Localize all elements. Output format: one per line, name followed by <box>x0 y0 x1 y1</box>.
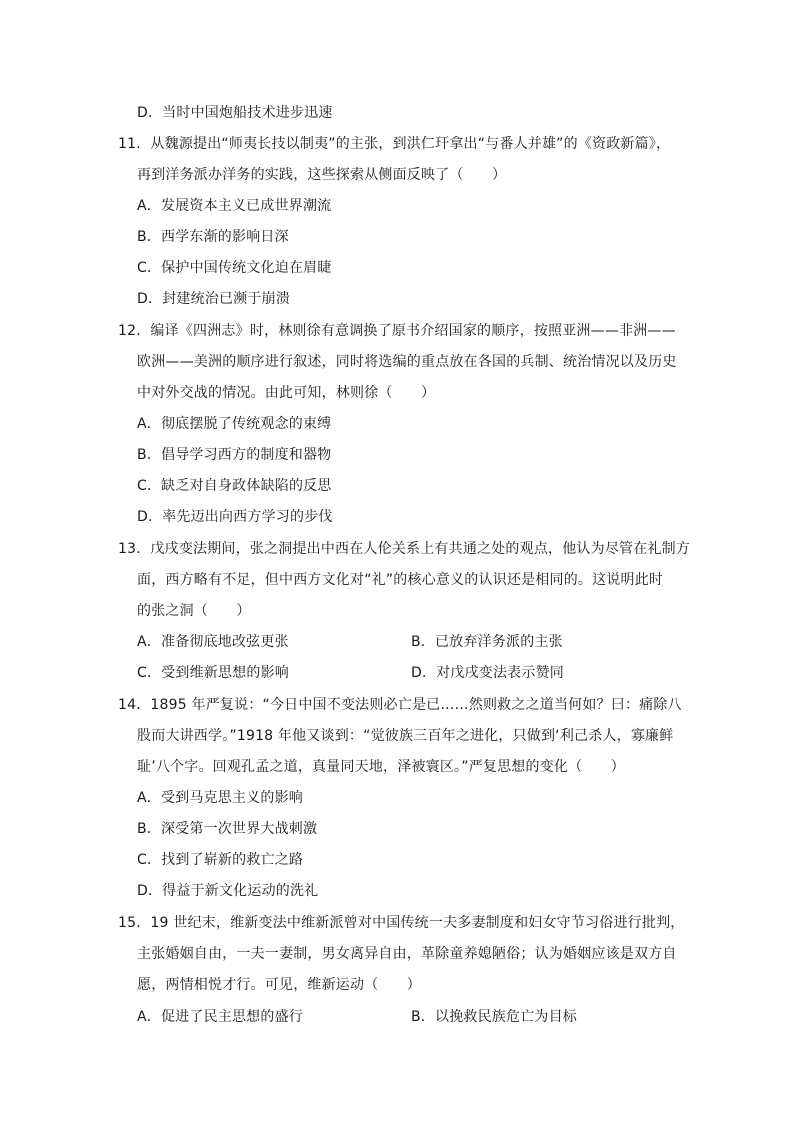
question-13-option-c: C．受到维新思想的影响 <box>137 665 289 681</box>
question-14-stem-2: 股而大讲西学。”1918 年他又谈到：“觉彼族三百年之进化，只做到‘利己杀人，寡廉鲜 <box>137 728 674 744</box>
question-14-option-c: C．找到了崭新的救亡之路 <box>137 852 304 868</box>
question-11-option-b: B．西学东渐的影响日深 <box>137 229 289 245</box>
question-14-option-b: B．深受第一次世界大战刺激 <box>137 821 318 837</box>
question-14-option-a: A．受到马克思主义的影响 <box>137 790 303 806</box>
question-12-option-d: D．率先迈出向西方学习的步伐 <box>137 509 333 525</box>
question-13-number: 13． <box>118 541 151 557</box>
question-11-number: 11． <box>118 136 151 152</box>
question-13-option-b: B．已放弃洋务派的主张 <box>411 634 563 650</box>
question-11-option-c: C．保护中国传统文化迫在眉睫 <box>137 260 332 276</box>
question-11-option-a: A．发展资本主义已成世界潮流 <box>137 198 332 214</box>
question-12-option-c: C．缺乏对自身政体缺陷的反思 <box>137 478 332 494</box>
question-15-line-1 <box>118 913 684 933</box>
question-14-line-1 <box>118 695 682 715</box>
question-15-stem-1: 19 世纪末，维新变法中维新派曾对中国传统一夫多妻制度和妇女守节习俗进行批判， <box>150 915 685 931</box>
question-13-line-1 <box>118 539 690 559</box>
question-14-number: 14． <box>118 697 151 713</box>
question-12-stem-2: 欧洲——美洲的顺序进行叙述，同时将选编的重点放在各国的兵制、统治情况以及历史 <box>137 354 677 370</box>
question-12-option-b: B．倡导学习西方的制度和器物 <box>137 447 332 463</box>
question-14-stem-3: 耻’八个字。回观孔孟之道，真量同天地，泽被寰区。”严复思想的变化（ ） <box>137 759 625 775</box>
question-14-option-d: D．得益于新文化运动的洗礼 <box>137 883 319 899</box>
question-15-stem-2: 主张婚姻自由，一夫一妻制，男女离异自由，革除童养媳陋俗；认为婚姻应该是双方自 <box>137 946 677 962</box>
question-15-stem-3: 愿，两情相悦才行。可见，维新运动（ ） <box>137 977 421 993</box>
question-15-number: 15． <box>118 915 151 931</box>
question-13-stem-2: 面，西方略有不足，但中西方文化对“礼”的核心意义的认识还是相同的。这说明此时 <box>137 572 664 588</box>
question-13-option-a: A．准备彻底地改弦更张 <box>137 634 289 650</box>
question-12-stem-1: 编译《四洲志》时，林则徐有意调换了原书介绍国家的顺序，按照亚洲——非洲—— <box>150 323 676 339</box>
question-11-stem-2: 再到洋务派办洋务的实践，这些探索从侧面反映了（ ） <box>137 167 507 183</box>
question-15-option-a: A．促进了民主思想的盛行 <box>137 1009 303 1025</box>
question-15-option-b: B．以挽救民族危亡为目标 <box>411 1009 578 1025</box>
question-13-stem-3: 的张之洞（ ） <box>137 603 251 619</box>
question-11-option-d: D．封建统治已濒于崩溃 <box>137 291 290 307</box>
question-12-option-a: A．彻底摆脱了传统观念的束缚 <box>137 416 332 432</box>
question-13-option-d: D．对戊戌变法表示赞同 <box>411 665 564 681</box>
prev-question-option-d: D．当时中国炮船技术进步迅速 <box>137 105 333 121</box>
question-14-stem-1: 1895 年严复说：“今日中国不变法则必亡是已……然则救之之道当何如？曰：痛除八 <box>150 697 682 713</box>
question-12-number: 12． <box>118 323 151 339</box>
question-12-stem-3: 中对外交战的情况。由此可知，林则徐（ ） <box>137 385 436 401</box>
question-12-line-1 <box>118 321 676 341</box>
question-13-stem-1: 戊戌变法期间，张之洞提出中西在人伦关系上有共通之处的观点，他认为尽管在礼制方 <box>150 541 691 557</box>
question-11-stem-1: 从魏源提出“师夷长技以制夷”的主张，到洪仁玕拿出“与番人并雄”的《资政新篇》， <box>150 136 671 152</box>
question-11-line-1 <box>118 134 670 154</box>
